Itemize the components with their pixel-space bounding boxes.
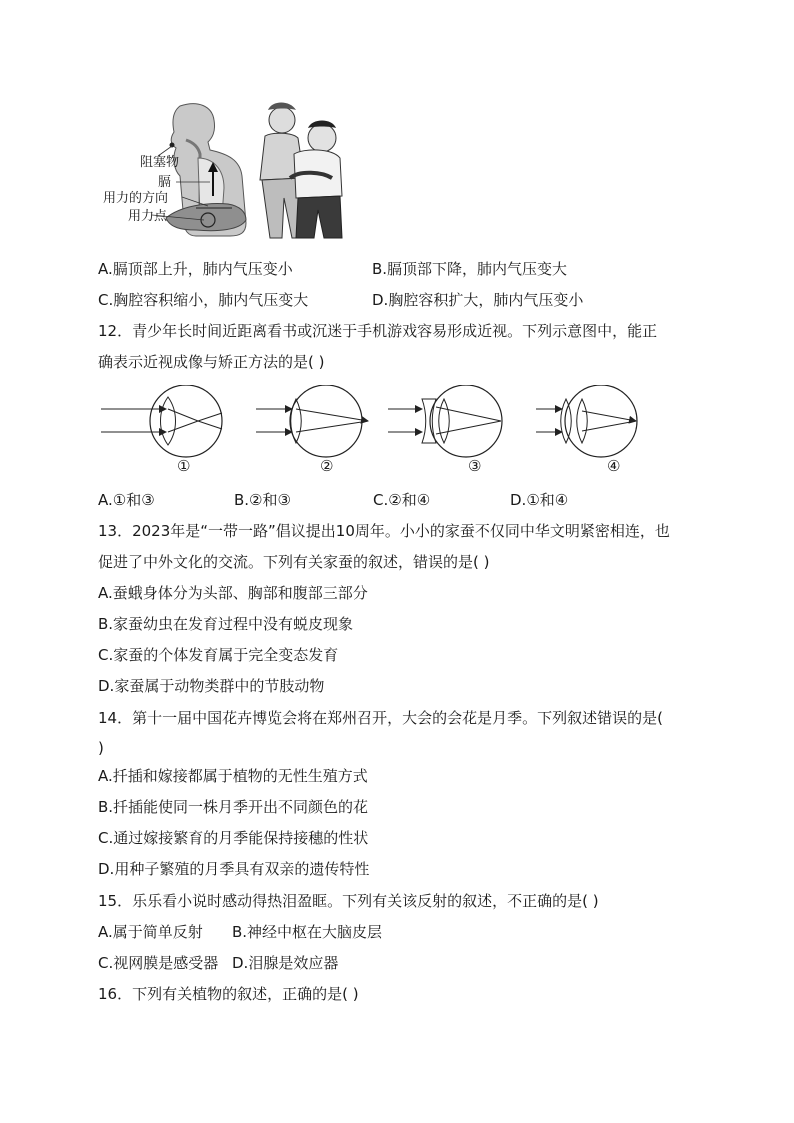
label-obstruction: 阻塞物 bbox=[140, 155, 180, 170]
q11-option-d: D.胸腔容积扩大，肺内气压变小 bbox=[372, 291, 584, 309]
eye-diagram-2 bbox=[256, 385, 368, 457]
q15-option-d: D.泪腺是效应器 bbox=[232, 954, 339, 972]
q16-stem: 16．下列有关植物的叙述，正确的是( ) bbox=[98, 985, 359, 1003]
eye-diagram-label-4: ④ bbox=[607, 457, 621, 475]
q13-stem-line1: 13．2023年是“一带一路”倡议提出10周年。小小的家蚕不仅同中华文明紧密相连，也 bbox=[98, 522, 670, 540]
q15-option-a: A.属于简单反射 bbox=[98, 923, 203, 941]
q15-stem: 15．乐乐看小说时感动得热泪盈眶。下列有关该反射的叙述，不正确的是( ) bbox=[98, 892, 599, 910]
q13-option-d: D.家蚕属于动物类群中的节肢动物 bbox=[98, 677, 325, 695]
q11-option-a: A.膈顶部上升，肺内气压变小 bbox=[98, 260, 293, 278]
q14-stem-line2: ) bbox=[98, 739, 104, 757]
rescuer-and-patient-illustration bbox=[260, 103, 342, 239]
q15-option-b: B.神经中枢在大脑皮层 bbox=[232, 923, 383, 941]
q14-option-c: C.通过嫁接繁育的月季能保持接穗的性状 bbox=[98, 829, 369, 847]
q12-option-c: C.②和④ bbox=[373, 491, 431, 509]
label-force-direction: 用力的方向 bbox=[103, 191, 169, 206]
q14-option-d: D.用种子繁殖的月季具有双亲的遗传特性 bbox=[98, 860, 370, 878]
eye-diagram-3 bbox=[388, 385, 502, 457]
q13-option-b: B.家蚕幼虫在发育过程中没有蜕皮现象 bbox=[98, 615, 354, 633]
label-force-point: 用力点 bbox=[128, 209, 168, 224]
q12-stem-line2: 确表示近视成像与矫正方法的是( ) bbox=[98, 353, 325, 371]
heimlich-figure bbox=[100, 98, 350, 243]
q14-stem-line1: 14．第十一届中国花卉博览会将在郑州召开，大会的会花是月季。下列叙述错误的是( bbox=[98, 709, 663, 727]
obstruction-dot bbox=[170, 143, 175, 148]
q13-option-a: A.蚕蛾身体分为头部、胸部和腹部三部分 bbox=[98, 584, 368, 602]
eye-diagram-1 bbox=[101, 385, 222, 457]
q12-stem-line1: 12．青少年长时间近距离看书或沉迷于手机游戏容易形成近视。下列示意图中，能正 bbox=[98, 322, 658, 340]
q12-option-a: A.①和③ bbox=[98, 491, 155, 509]
q11-option-b: B.膈顶部下降，肺内气压变大 bbox=[372, 260, 568, 278]
q13-stem-line2: 促进了中外文化的交流。下列有关家蚕的叙述，错误的是( ) bbox=[98, 553, 490, 571]
q15-option-c: C.视网膜是感受器 bbox=[98, 954, 219, 972]
eye-diagram-label-3: ③ bbox=[468, 457, 482, 475]
eye-diagram-label-1: ① bbox=[177, 457, 191, 475]
q12-option-b: B.②和③ bbox=[234, 491, 291, 509]
eye-diagram-4 bbox=[536, 385, 637, 457]
q13-option-c: C.家蚕的个体发育属于完全变态发育 bbox=[98, 646, 339, 664]
q11-option-c: C.胸腔容积缩小，肺内气压变大 bbox=[98, 291, 309, 309]
label-diaphragm: 膈 bbox=[158, 175, 172, 190]
q14-option-a: A.扦插和嫁接都属于植物的无性生殖方式 bbox=[98, 767, 368, 785]
q14-option-b: B.扦插能使同一株月季开出不同颜色的花 bbox=[98, 798, 369, 816]
q12-option-d: D.①和④ bbox=[510, 491, 569, 509]
eye-diagram-label-2: ② bbox=[320, 457, 334, 475]
